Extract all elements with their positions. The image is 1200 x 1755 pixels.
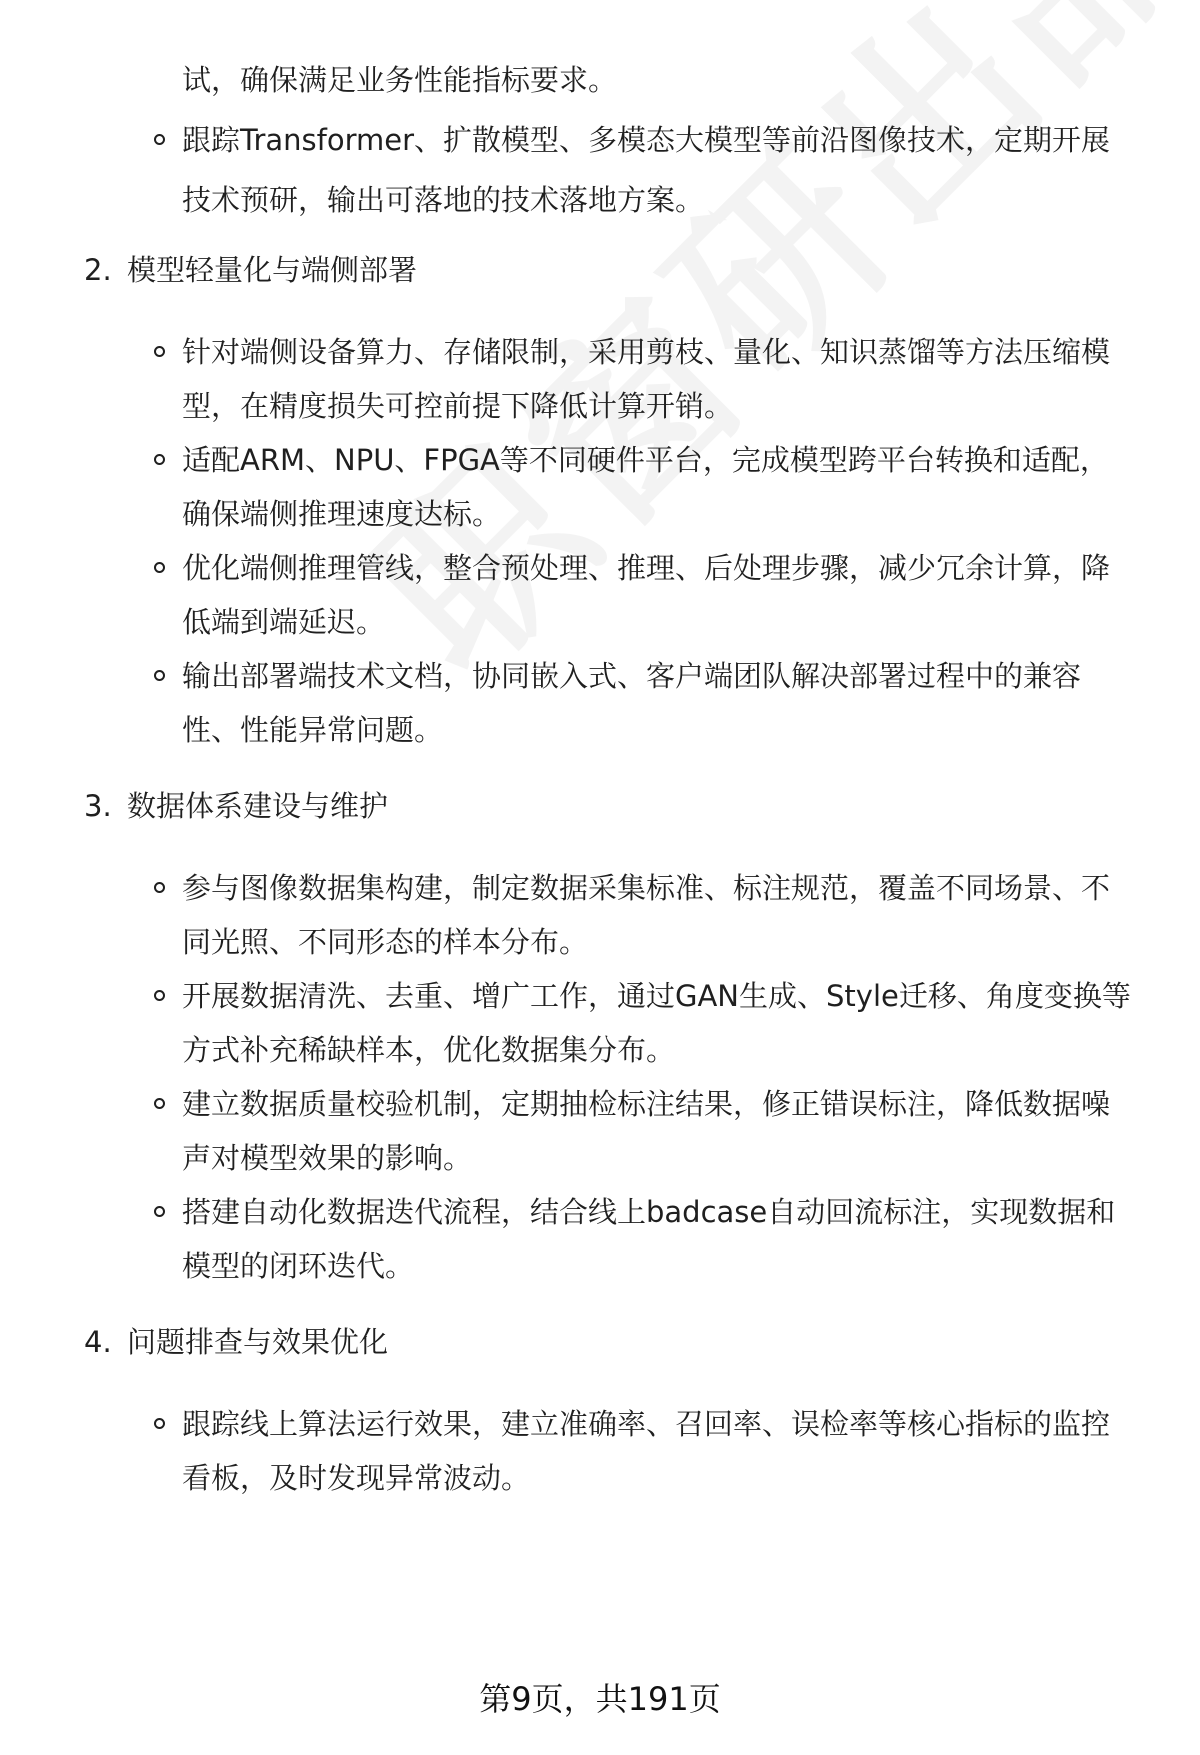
- bullet-circle-icon: [154, 1418, 165, 1429]
- bullet-circle-icon: [154, 990, 165, 1001]
- bullet-line: 输出部署端技术文档，协同嵌入式、客户端团队解决部署过程中的兼容: [182, 659, 1082, 693]
- bullet-line: 针对端侧设备算力、存储限制，采用剪枝、量化、知识蒸馏等方法压缩模: [182, 335, 1111, 369]
- bullet-line: 型，在精度损失可控前提下降低计算开销。: [182, 389, 734, 423]
- bullet-circle-icon: [154, 882, 165, 893]
- section-number: 2.: [84, 253, 112, 287]
- section-title: 模型轻量化与端侧部署: [127, 253, 418, 287]
- bullet-line: 搭建自动化数据迭代流程，结合线上badcase自动回流标注，实现数据和: [182, 1195, 1116, 1229]
- bullet-circle-icon: [154, 670, 165, 681]
- bullet-circle-icon: [154, 346, 165, 357]
- bullet-line: 性、性能异常问题。: [182, 713, 444, 747]
- bullet-line: 方式补充稀缺样本，优化数据集分布。: [182, 1033, 676, 1067]
- bullet-line: 看板，及时发现异常波动。: [182, 1461, 531, 1495]
- section-title: 数据体系建设与维护: [127, 789, 389, 823]
- bullet-circle-icon: [154, 1206, 165, 1217]
- bullet-line: 建立数据质量校验机制，定期抽检标注结果，修正错误标注，降低数据噪: [182, 1087, 1111, 1121]
- bullet-line: 跟踪Transformer、扩散模型、多模态大模型等前沿图像技术，定期开展: [182, 123, 1111, 157]
- section-number: 3.: [84, 789, 112, 823]
- bullet-line: 低端到端延迟。: [182, 605, 386, 639]
- section-title: 问题排查与效果优化: [127, 1325, 389, 1359]
- bullet-line: 优化端侧推理管线，整合预处理、推理、后处理步骤，减少冗余计算，降: [182, 551, 1111, 585]
- bullet-line: 跟踪线上算法运行效果，建立准确率、召回率、误检率等核心指标的监控: [182, 1407, 1111, 1441]
- page-footer: 第9页，共191页: [479, 1680, 721, 1718]
- bullet-line: 确保端侧推理速度达标。: [182, 497, 502, 531]
- bullet-line: 适配ARM、NPU、FPGA等不同硬件平台，完成模型跨平台转换和适配，: [182, 443, 1109, 477]
- bullet-circle-icon: [154, 562, 165, 573]
- bullet-line: 参与图像数据集构建，制定数据采集标准、标注规范，覆盖不同场景、不: [182, 871, 1111, 905]
- bullet-circle-icon: [154, 454, 165, 465]
- bullet-circle-icon: [154, 134, 165, 145]
- bullet-line: 模型的闭环迭代。: [182, 1249, 415, 1283]
- paragraph-line: 试，确保满足业务性能指标要求。: [182, 63, 618, 97]
- bullet-circle-icon: [154, 1098, 165, 1109]
- section-number: 4.: [84, 1325, 112, 1359]
- bullet-line: 开展数据清洗、去重、增广工作，通过GAN生成、Style迁移、角度变换等: [182, 979, 1131, 1013]
- bullet-line: 技术预研，输出可落地的技术落地方案。: [182, 183, 705, 217]
- bullet-line: 声对模型效果的影响。: [182, 1141, 473, 1175]
- bullet-line: 同光照、不同形态的样本分布。: [182, 925, 589, 959]
